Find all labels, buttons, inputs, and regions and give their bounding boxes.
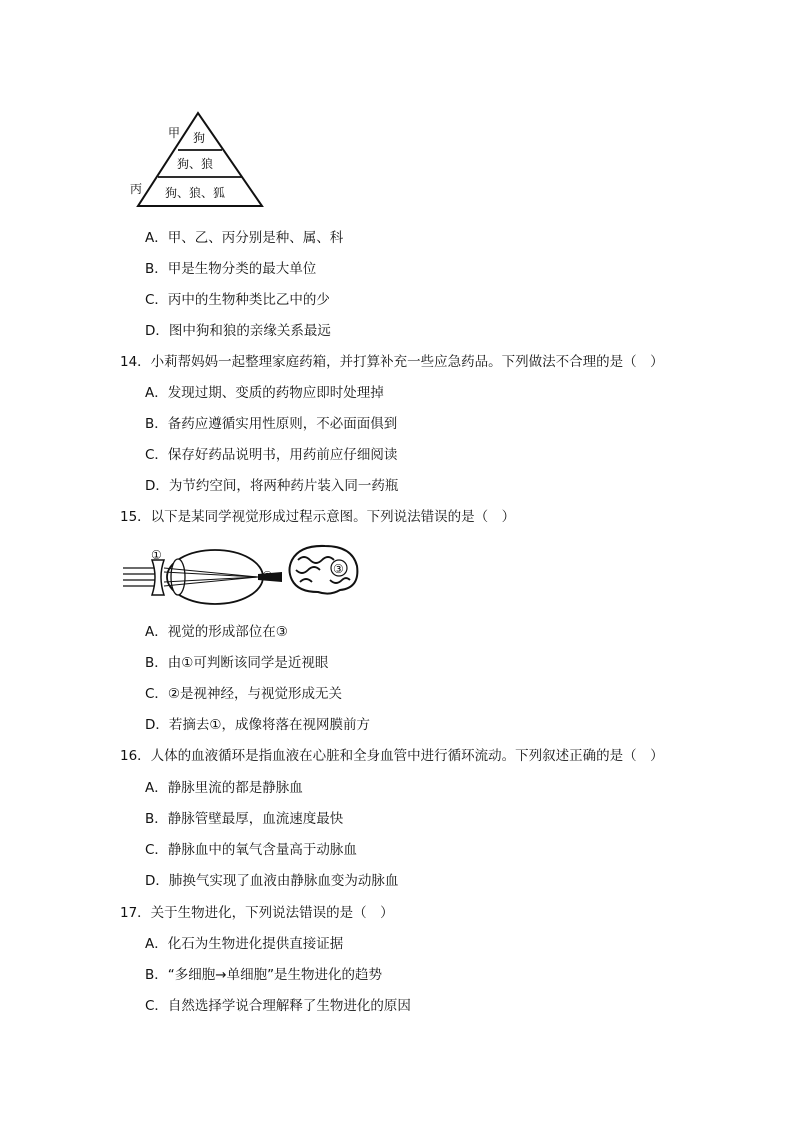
q13-option-c: C．丙中的生物种类比乙中的少 — [145, 292, 330, 308]
q15-option-c: C．②是视神经，与视觉形成无关 — [145, 686, 343, 702]
q13-option-a: A．甲、乙、丙分别是种、属、科 — [145, 230, 344, 246]
triangle-row-2: 狗、狼 — [177, 157, 214, 171]
q17-option-b: B．“多细胞→单细胞”是生物进化的趋势 — [145, 967, 383, 983]
q16-option-d: D．肺换气实现了血液由静脉血变为动脉血 — [145, 873, 399, 889]
label-lens: ① — [151, 548, 162, 562]
q16-option-c: C．静脉血中的氧气含量高于动脉血 — [145, 842, 357, 858]
q14-option-c: C．保存好药品说明书，用药前应仔细阅读 — [145, 447, 398, 463]
q13-option-d: D．图中狗和狼的亲缘关系最远 — [145, 323, 331, 339]
q16-option-b: B．静脉管壁最厚，血流速度最快 — [145, 811, 344, 827]
label-brain: ③ — [333, 562, 344, 576]
q16-option-a: A．静脉里流的都是静脉血 — [145, 780, 303, 796]
label-optic-nerve: ② — [262, 569, 273, 583]
q13-option-b: B．甲是生物分类的最大单位 — [145, 261, 317, 277]
q15-option-d: D．若摘去①，成像将落在视网膜前方 — [145, 717, 370, 733]
q14-stem: 14．小莉帮妈妈一起整理家庭药箱，并打算补充一些应急药品。下列做法不合理的是（ ） — [120, 354, 664, 370]
q14-option-b: B．备药应遵循实用性原则，不必面面俱到 — [145, 416, 398, 432]
q17-option-c: C．自然选择学说合理解释了生物进化的原因 — [145, 998, 411, 1014]
triangle-row-3: 狗、狼、狐 — [165, 186, 226, 200]
q14-option-d: D．为节约空间，将两种药片装入同一药瓶 — [145, 478, 399, 494]
q15-option-b: B．由①可判断该同学是近视眼 — [145, 655, 329, 671]
triangle-row-1: 狗 — [193, 131, 206, 145]
q14-option-a: A．发现过期、变质的药物应即时处理掉 — [145, 385, 384, 401]
q15-stem: 15．以下是某同学视觉形成过程示意图。下列说法错误的是（ ） — [120, 509, 516, 525]
q17-option-a: A．化石为生物进化提供直接证据 — [145, 936, 344, 952]
concave-lens — [152, 560, 164, 595]
q17-stem: 17．关于生物进化，下列说法错误的是（ ） — [120, 905, 394, 921]
q15-option-a: A．视觉的形成部位在③ — [145, 624, 288, 640]
eye-lens — [171, 559, 185, 595]
label-bing: 丙 — [130, 182, 143, 196]
label-jia: 甲 — [168, 126, 181, 140]
q16-stem: 16．人体的血液循环是指血液在心脏和全身血管中进行循环流动。下列叙述正确的是（ ） — [120, 748, 664, 764]
